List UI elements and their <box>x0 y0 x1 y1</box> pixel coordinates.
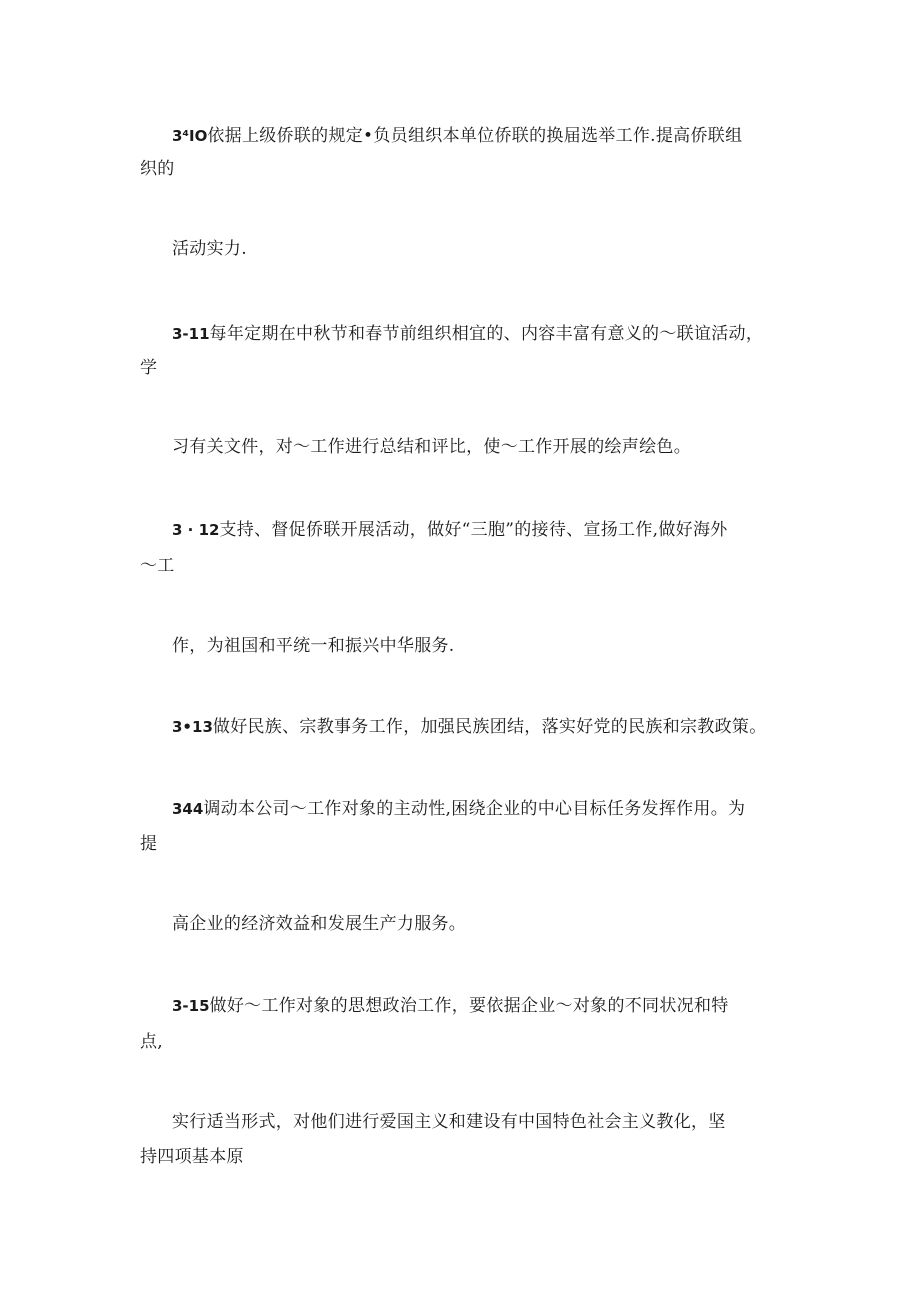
clause-text: 做好～工作对象的思想政治工作，要依据企业～对象的不同状况和特 <box>209 996 729 1016</box>
paragraph-3-15-continuation: 实行适当形式，对他们进行爱国主义和建设有中国特色社会主义教化，坚 <box>172 1112 726 1132</box>
paragraph-3-14-wrap: 提 <box>140 834 158 854</box>
paragraph-3-11-wrap: 学 <box>140 358 158 378</box>
paragraph-3-14-continuation: 高企业的经济效益和发展生产力服务。 <box>172 914 467 934</box>
clause-text: 调动本公司～工作对象的主动性,困绕企业的中心目标任务发挥作用。为 <box>203 799 746 819</box>
clause-number: 344 <box>172 800 204 818</box>
paragraph-3-10-line-1 <box>172 124 742 148</box>
clause-text: 支持、督促侨联开展活动，做好“三胞”的接待、宣扬工作,做好海外 <box>219 520 728 540</box>
paragraph-3-13-line-1 <box>172 715 767 739</box>
clause-number: 3-11 <box>172 325 210 343</box>
paragraph-3-12-wrap: ～工 <box>140 556 175 576</box>
clause-number: 3 · 12 <box>172 521 220 539</box>
clause-number: 3•13 <box>172 718 213 736</box>
clause-number: 3⁴IO <box>172 127 208 145</box>
paragraph-3-15-continuation-wrap: 持四项基本原 <box>140 1147 244 1167</box>
clause-text: 每年定期在中秋节和春节前组织相宜的、内容丰富有意义的～联谊活动， <box>209 324 764 344</box>
paragraph-3-12-continuation: 作，为祖国和平统一和振兴中华服务. <box>172 636 455 656</box>
paragraph-3-11-line-1 <box>172 322 763 346</box>
paragraph-3-12-line-1 <box>172 518 728 542</box>
paragraph-3-10-wrap: 织的 <box>140 159 175 179</box>
paragraph-3-10-continuation: 活动实力. <box>172 239 247 259</box>
paragraph-3-14-line-1 <box>172 797 745 821</box>
clause-text: 依据上级侨联的规定•负员组织本单位侨联的换届选举工作.提高侨联组 <box>207 126 743 146</box>
paragraph-3-11-continuation: 习有关文件，对～工作进行总结和评比，使～工作开展的绘声绘色。 <box>172 437 691 457</box>
paragraph-3-15-wrap: 点, <box>140 1032 164 1052</box>
clause-number: 3-15 <box>172 997 210 1015</box>
paragraph-3-15-line-1 <box>172 994 729 1018</box>
clause-text: 做好民族、宗教事务工作，加强民族团结，落实好党的民族和宗教政策。 <box>212 717 767 737</box>
